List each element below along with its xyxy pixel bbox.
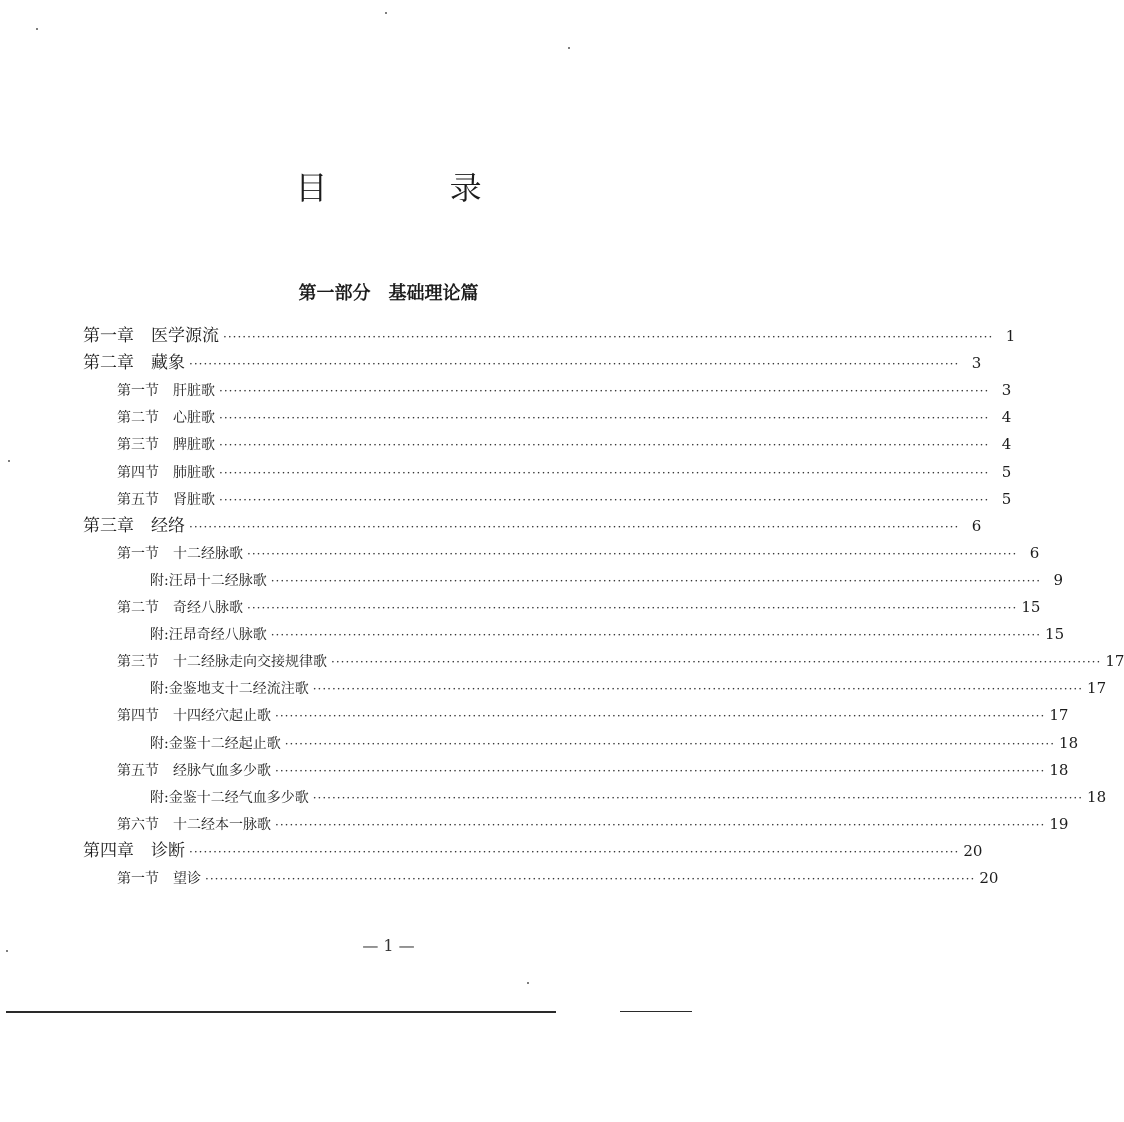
toc-leader-dots: ································································································································································	[219, 411, 990, 426]
scan-edge-line	[6, 1011, 556, 1013]
toc-row	[117, 865, 999, 891]
toc-row	[117, 757, 1069, 783]
toc-page-number: 18	[1087, 787, 1107, 806]
scan-speck	[568, 47, 570, 49]
toc-page-number: 17	[1049, 706, 1069, 725]
toc-page-number: 6	[971, 516, 982, 535]
toc-leader-dots: ································································································································································	[275, 709, 1046, 724]
toc-entry-label: 第二章 藏象	[83, 353, 185, 374]
toc-leader-dots: ································································································································································	[270, 573, 1042, 588]
toc-entry-label: 附:汪昂十二经脉歌	[150, 572, 267, 589]
toc-leader-dots: ································································································································································	[247, 601, 1018, 615]
scan-speck	[8, 460, 10, 462]
toc-entry-label: 第一章 医学源流	[83, 326, 219, 346]
toc-entry-label: 第六节 十二经本一脉歌	[117, 816, 271, 833]
scan-speck	[6, 950, 8, 952]
toc-leader-dots: ································································································································································	[312, 790, 1084, 805]
toc-leader-dots: ································································································································································	[284, 736, 1056, 751]
toc-page-number: 15	[1045, 625, 1065, 644]
toc-leader-dots: ································································································································································	[275, 817, 1046, 832]
toc-leader-dots: ································································································································································	[219, 384, 990, 399]
scan-speck	[385, 12, 387, 14]
toc-page-number: 15	[1021, 598, 1041, 616]
toc-leader-dots: ································································································································································	[223, 330, 994, 344]
toc-leader-dots: ································································································································································	[205, 872, 976, 886]
toc-row	[117, 377, 1012, 403]
toc-page-number: 17	[1105, 652, 1124, 671]
toc-page-number: 18	[1059, 733, 1079, 752]
toc-entry-label: 第三节 脾脏歌	[117, 437, 215, 454]
toc-leader-dots: ································································································································································	[275, 763, 1046, 778]
toc-page-number: 6	[1029, 543, 1040, 562]
toc-entry-label: 第四节 十四经穴起止歌	[117, 708, 271, 725]
toc-page-number: 5	[1001, 489, 1012, 508]
toc-row	[117, 702, 1069, 728]
page-number: — 1 —	[362, 936, 415, 955]
toc-leader-dots: ································································································································································	[189, 519, 960, 534]
toc-leader-dots: ································································································································································	[219, 465, 990, 480]
toc-page-number: 3	[971, 354, 982, 373]
toc-entry-label: 第五节 肾脏歌	[117, 491, 215, 508]
scan-speck	[36, 28, 38, 30]
toc-leader-dots: ································································································································································	[219, 438, 990, 453]
toc-row	[117, 648, 1124, 674]
scan-edge-line	[620, 1011, 692, 1012]
toc-row	[150, 675, 1107, 701]
toc-row	[150, 621, 1065, 647]
toc-entry-label: 第一节 望诊	[117, 871, 201, 887]
toc-row	[117, 594, 1041, 620]
page-title: 目 录	[295, 169, 538, 207]
toc-entry-label: 附:金鉴十二经起止歌	[150, 735, 281, 752]
toc-entry-label: 第三节 十二经脉走向交接规律歌	[117, 654, 327, 671]
toc-row	[117, 811, 1069, 837]
toc-row	[117, 431, 1012, 457]
toc-leader-dots: ································································································································································	[189, 844, 960, 859]
toc-entry-label: 附:汪昂奇经八脉歌	[150, 627, 267, 644]
toc-leader-dots: ································································································································································	[219, 492, 990, 507]
toc-page-number: 17	[1087, 679, 1107, 698]
toc-page-number: 5	[1001, 462, 1012, 481]
toc-leader-dots: ································································································································································	[189, 357, 960, 372]
toc-row	[117, 459, 1012, 485]
toc-row	[117, 404, 1012, 430]
toc-page-number: 4	[1001, 408, 1012, 427]
toc-row	[83, 838, 983, 864]
toc-page-number: 9	[1053, 570, 1064, 589]
toc-page-number: 18	[1049, 760, 1069, 779]
toc-page-number: 20	[979, 869, 999, 887]
part-heading: 第一部分 基础理论篇	[298, 283, 479, 304]
toc-page-number: 3	[1001, 381, 1012, 400]
toc-leader-dots: ································································································································································	[270, 628, 1042, 643]
toc-entry-label: 第三章 经络	[83, 515, 185, 536]
toc-page-number: 19	[1049, 814, 1069, 833]
toc-row	[117, 486, 1012, 512]
toc-row	[83, 513, 982, 539]
toc-page-number: 1	[1005, 327, 1016, 345]
toc-entry-label: 第一节 肝脏歌	[117, 383, 215, 400]
toc-row	[150, 567, 1064, 593]
toc-leader-dots: ································································································································································	[312, 682, 1084, 697]
toc-entry-label: 第二节 奇经八脉歌	[117, 600, 243, 616]
toc-entry-label: 第五节 经脉气血多少歌	[117, 762, 271, 779]
toc-entry-label: 第四章 诊断	[83, 840, 185, 861]
toc-row	[117, 540, 1040, 566]
toc-entry-label: 第四节 肺脏歌	[117, 464, 215, 481]
toc-page-number: 4	[1001, 435, 1012, 454]
toc-row	[150, 730, 1079, 756]
toc-row	[150, 784, 1107, 810]
toc-page-number: 20	[963, 841, 983, 860]
toc-entry-label: 附:金鉴地支十二经流注歌	[150, 681, 309, 698]
toc-leader-dots: ································································································································································	[247, 546, 1018, 561]
toc-row	[83, 350, 982, 376]
toc-entry-label: 附:金鉴十二经气血多少歌	[150, 789, 309, 806]
toc-entry-label: 第一节 十二经脉歌	[117, 545, 243, 562]
toc-entry-label: 第二节 心脏歌	[117, 410, 215, 427]
toc-row	[83, 323, 1016, 349]
scan-speck	[527, 982, 529, 984]
toc-leader-dots: ································································································································································	[331, 655, 1102, 670]
